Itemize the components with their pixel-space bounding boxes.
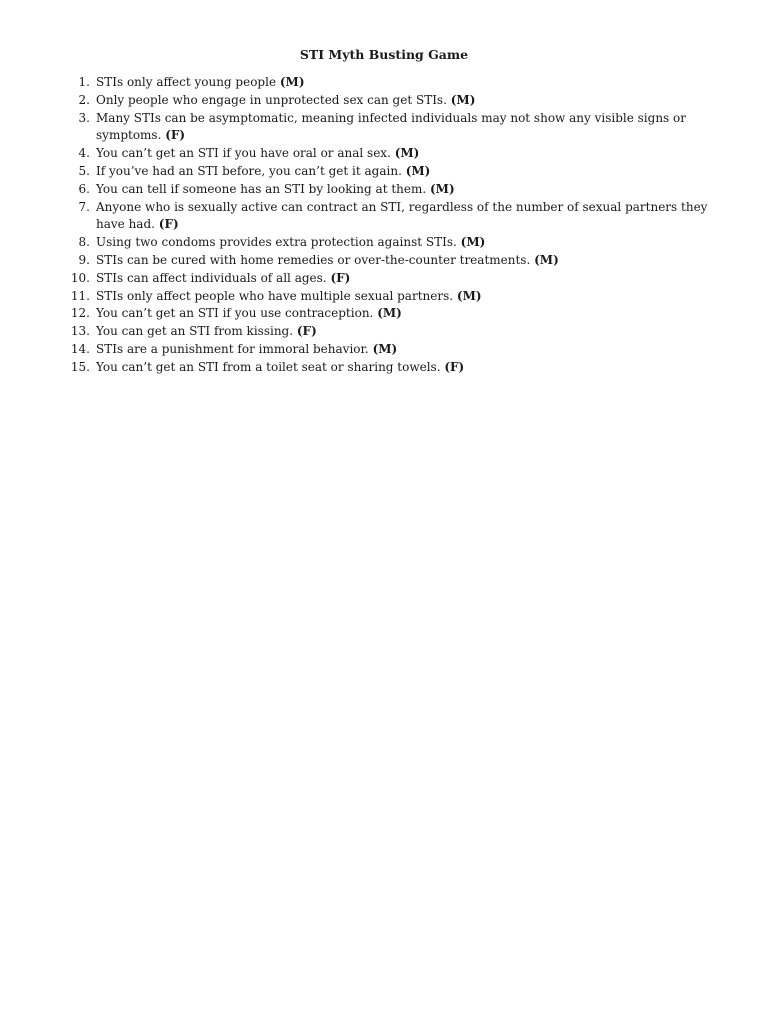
item-text-block: [90, 270, 730, 288]
item-number: 14.: [70, 341, 90, 356]
item-text-block: [90, 145, 730, 163]
item-number: 4.: [78, 146, 90, 161]
item-text-block: [90, 305, 730, 323]
item-verdict: (M): [456, 288, 482, 303]
item-number: 11.: [70, 288, 90, 303]
item-text: Using two condoms provides extra protection against STIs.: [96, 235, 457, 250]
item-verdict: (F): [330, 270, 351, 285]
item-verdict: (M): [377, 306, 402, 321]
item-text-block: [90, 323, 730, 341]
list-item: [60, 323, 730, 341]
item-text: You can’t get an STI if you use contraception.: [96, 306, 374, 321]
item-number: 15.: [70, 359, 90, 374]
item-text: Many STIs can be asymptomatic, meaning infected individuals may not show any visible signs or symptoms.: [96, 110, 686, 143]
item-verdict: (M): [394, 146, 420, 161]
list-item: [60, 163, 730, 181]
item-verdict: (M): [430, 181, 455, 196]
item-text-block: [90, 341, 730, 359]
item-text: Anyone who is sexually active can contract an STI, regardless of the number of sexual partners they have had.: [96, 199, 708, 232]
item-text: You can get an STI from kissing.: [96, 324, 294, 339]
item-text-block: [90, 181, 730, 199]
list-item: [60, 74, 730, 92]
list-item: [60, 110, 730, 146]
item-text: You can’t get an STI if you have oral or anal sex.: [96, 146, 391, 161]
item-verdict: (M): [405, 163, 431, 178]
item-number: 5.: [78, 163, 90, 178]
list-item: [60, 270, 730, 288]
item-text: STIs only affect young people: [96, 75, 277, 89]
item-verdict: (F): [296, 324, 317, 339]
list-item: [60, 359, 730, 377]
document-title: STI Myth Busting Game: [299, 47, 469, 62]
item-verdict: (M): [450, 92, 476, 107]
item-number: 3.: [78, 110, 90, 125]
item-text: If you’ve had an STI before, you can’t get it again.: [96, 163, 402, 178]
item-verdict: (M): [534, 252, 559, 267]
item-number: 9.: [78, 252, 90, 267]
item-text-block: [90, 359, 730, 377]
item-text-block: [90, 110, 730, 146]
myth-list: [60, 74, 730, 377]
list-item: [60, 341, 730, 359]
item-number: 10.: [70, 270, 90, 285]
item-text: You can’t get an STI from a toilet seat or sharing towels.: [96, 359, 441, 374]
item-number: 2.: [78, 92, 90, 107]
item-text-block: [90, 234, 730, 252]
item-verdict: (F): [158, 217, 179, 232]
item-number: 12.: [70, 306, 90, 321]
item-text: You can tell if someone has an STI by looking at them.: [96, 181, 427, 196]
item-text: STIs can affect individuals of all ages.: [96, 270, 327, 285]
item-text-block: [90, 252, 730, 270]
list-item: [60, 288, 730, 306]
list-item: [60, 92, 730, 110]
list-item: [60, 199, 730, 235]
item-verdict: (M): [372, 341, 398, 356]
list-item: [60, 181, 730, 199]
list-item: [60, 234, 730, 252]
item-number: 6.: [78, 181, 90, 196]
item-number: 1.: [78, 75, 90, 89]
item-verdict: (M): [279, 75, 305, 89]
item-text-block: [90, 163, 730, 181]
list-item: [60, 145, 730, 163]
item-text-block: [90, 92, 730, 110]
item-number: 13.: [70, 324, 90, 339]
item-text-block: [90, 199, 730, 235]
item-verdict: (F): [444, 359, 465, 374]
item-text: STIs only affect people who have multiple sexual partners.: [96, 288, 454, 303]
item-text-block: [90, 74, 730, 92]
item-text: STIs can be cured with home remedies or over-the-counter treatments.: [96, 252, 531, 267]
item-text: Only people who engage in unprotected sex can get STIs.: [96, 92, 447, 107]
list-item: [60, 252, 730, 270]
list-item: [60, 305, 730, 323]
item-text: STIs are a punishment for immoral behavior.: [96, 341, 369, 356]
item-verdict: (F): [165, 128, 186, 143]
item-number: 8.: [78, 235, 90, 250]
item-number: 7.: [78, 199, 90, 214]
item-verdict: (M): [460, 235, 486, 250]
item-text-block: [90, 288, 730, 306]
